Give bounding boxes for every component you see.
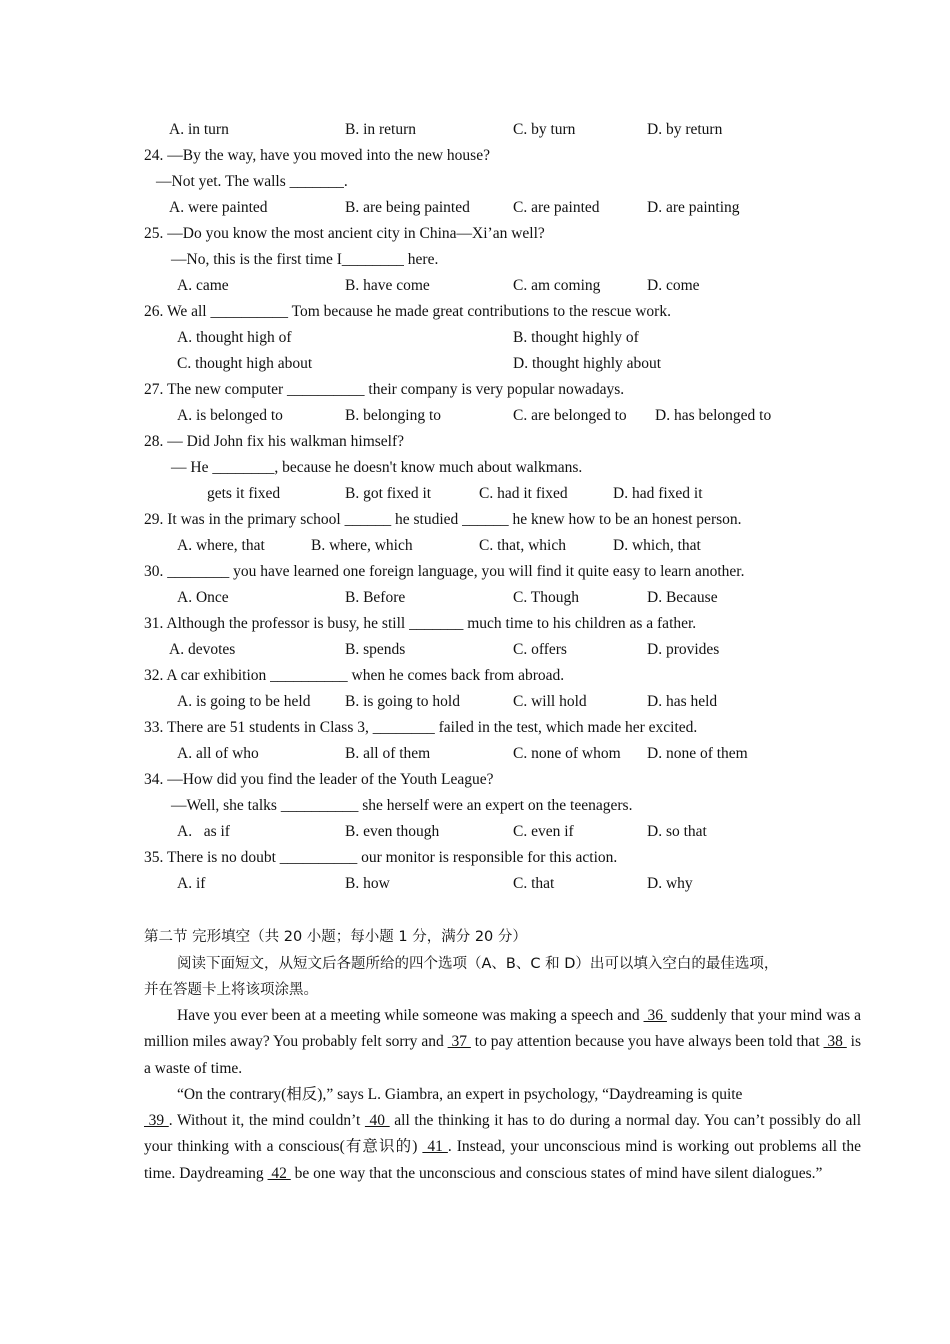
q33-option-b: B. all of them — [345, 745, 431, 762]
q29-option-d: D. which, that — [613, 537, 701, 554]
section2-instruction-line1: 阅读下面短文，从短文后各题所给的四个选项（A、B、C 和 D）出可以填入空白的最佳选项， — [177, 956, 779, 972]
q34-option-d: D. so that — [647, 823, 707, 840]
q23-option-d: D. by return — [647, 121, 723, 138]
passage-paragraph-1 — [144, 1003, 861, 1082]
q26-stem: 26. We all __________ Tom because he made great contributions to the rescue work. — [144, 303, 671, 320]
q24-option-a: A. were painted — [169, 199, 268, 216]
q23-option-b: B. in return — [345, 121, 417, 138]
q31-option-d: D. provides — [647, 641, 720, 658]
q35-stem: 35. There is no doubt __________ our monitor is responsible for this action. — [144, 849, 618, 866]
q30-option-a: A. Once — [177, 589, 229, 606]
q32-option-a: A. is going to be held — [177, 693, 311, 710]
passage-text: all the thinking it has to do during a normal day. You can’t possibly do all your thinking with a conscious(有意识的) — [144, 1112, 861, 1156]
q25-option-c: C. am coming — [513, 277, 601, 294]
q35-option-b: B. how — [345, 875, 390, 892]
q23-option-a: A. in turn — [169, 121, 229, 138]
passage-text: . Instead, your unconscious mind is working out problems all the time. Daydreaming — [144, 1138, 861, 1182]
q23-option-c: C. by turn — [513, 121, 576, 138]
q25-option-d: D. come — [647, 277, 700, 294]
q35-option-d: D. why — [647, 875, 693, 892]
blank-39: 39 — [144, 1112, 169, 1129]
q32-option-b: B. is going to hold — [345, 693, 460, 710]
q27-option-d: D. has belonged to — [655, 407, 772, 424]
q32-option-c: C. will hold — [513, 693, 587, 710]
q35-option-a: A. if — [177, 875, 206, 892]
section2-instruction-line2: 并在答题卡上将该项涂黑。 — [144, 982, 318, 998]
passage-text: be one way that the unconscious and conscious states of mind have silent dialogues.” — [290, 1164, 823, 1182]
q34-option-b: B. even though — [345, 823, 440, 840]
q30-option-d: D. Because — [647, 589, 718, 606]
blank-41: 41 — [422, 1138, 448, 1156]
section2-heading: 第二节 完形填空（共 20 小题；每小题 1 分，满分 20 分） — [144, 929, 527, 945]
q28-reply: — He ________, because he doesn't know much about walkmans. — [171, 459, 583, 476]
q25-option-a: A. came — [177, 277, 229, 294]
q32-option-d: D. has held — [647, 693, 718, 710]
q26-option-c: C. thought high about — [177, 355, 313, 372]
q33-option-c: C. none of whom — [513, 745, 621, 762]
q24-option-d: D. are painting — [647, 199, 740, 216]
passage-text: . Without it, the mind couldn’t — [168, 1112, 365, 1129]
q24-stem: 24. —By the way, have you moved into the new house? — [144, 147, 490, 164]
passage-text: is a waste of time. — [144, 1033, 862, 1077]
blank-36: 36 — [643, 1007, 667, 1024]
q33-stem: 33. There are 51 students in Class 3, ________ failed in the test, which made her excited. — [144, 719, 698, 736]
q27-option-a: A. is belonged to — [177, 407, 283, 424]
passage-text: to pay attention because you have always been told that — [470, 1033, 824, 1051]
q27-stem: 27. The new computer __________ their company is very popular nowadays. — [144, 381, 625, 398]
q27-option-b: B. belonging to — [345, 407, 442, 424]
blank-38: 38 — [823, 1033, 847, 1051]
q29-option-c: C. that, which — [479, 537, 566, 554]
q28-option-a: gets it fixed — [207, 485, 281, 502]
q24-option-c: C. are painted — [513, 199, 600, 216]
q26-option-b: B. thought highly of — [513, 329, 639, 346]
q34-option-a: A. as if — [177, 823, 230, 840]
q32-stem: 32. A car exhibition __________ when he comes back from abroad. — [144, 667, 565, 684]
q29-option-b: B. where, which — [311, 537, 413, 554]
passage-paragraph-2-first-line: “On the contrary(相反),” says L. Giambra, an expert in psychology, “Daydreaming is quite — [177, 1086, 743, 1103]
q29-stem: 29. It was in the primary school ______ he studied ______ he knew how to be an honest person. — [144, 511, 742, 528]
q28-option-b: B. got fixed it — [345, 485, 432, 502]
q30-stem: 30. ________ you have learned one foreign language, you will find it quite easy to learn another. — [144, 563, 745, 580]
q28-option-c: C. had it fixed — [479, 485, 568, 502]
q30-option-c: C. Though — [513, 589, 580, 606]
passage-text: Have you ever been at a meeting while someone was making a speech and — [177, 1007, 644, 1024]
q25-reply: —No, this is the first time I________ here. — [171, 251, 439, 268]
q31-option-c: C. offers — [513, 641, 567, 658]
q26-option-d: D. thought highly about — [513, 355, 662, 372]
q33-option-d: D. none of them — [647, 745, 748, 762]
q35-option-c: C. that — [513, 875, 555, 892]
q34-stem: 34. —How did you find the leader of the Youth League? — [144, 771, 494, 788]
q24-reply: —Not yet. The walls _______. — [156, 173, 348, 190]
blank-42: 42 — [267, 1164, 291, 1182]
q29-option-a: A. where, that — [177, 537, 265, 554]
passage-text: suddenly that your mind was a million miles away? You probably felt sorry and — [144, 1007, 861, 1051]
q27-option-c: C. are belonged to — [513, 407, 627, 424]
q31-option-b: B. spends — [345, 641, 406, 658]
blank-40: 40 — [364, 1112, 390, 1129]
q28-stem: 28. — Did John fix his walkman himself? — [144, 433, 405, 450]
passage-paragraph-2 — [144, 1108, 861, 1187]
q26-option-a: A. thought high of — [177, 329, 292, 346]
q28-option-d: D. had fixed it — [613, 485, 703, 502]
q25-stem: 25. —Do you know the most ancient city in China—Xi’an well? — [144, 225, 545, 242]
q25-option-b: B. have come — [345, 277, 430, 294]
q31-option-a: A. devotes — [169, 641, 236, 658]
q34-option-c: C. even if — [513, 823, 574, 840]
q31-stem: 31. Although the professor is busy, he still _______ much time to his children as a father. — [144, 615, 697, 632]
q33-option-a: A. all of who — [177, 745, 259, 762]
q30-option-b: B. Before — [345, 589, 406, 606]
q34-reply: —Well, she talks __________ she herself were an expert on the teenagers. — [171, 797, 633, 814]
q24-option-b: B. are being painted — [345, 199, 470, 216]
blank-37: 37 — [447, 1033, 471, 1051]
